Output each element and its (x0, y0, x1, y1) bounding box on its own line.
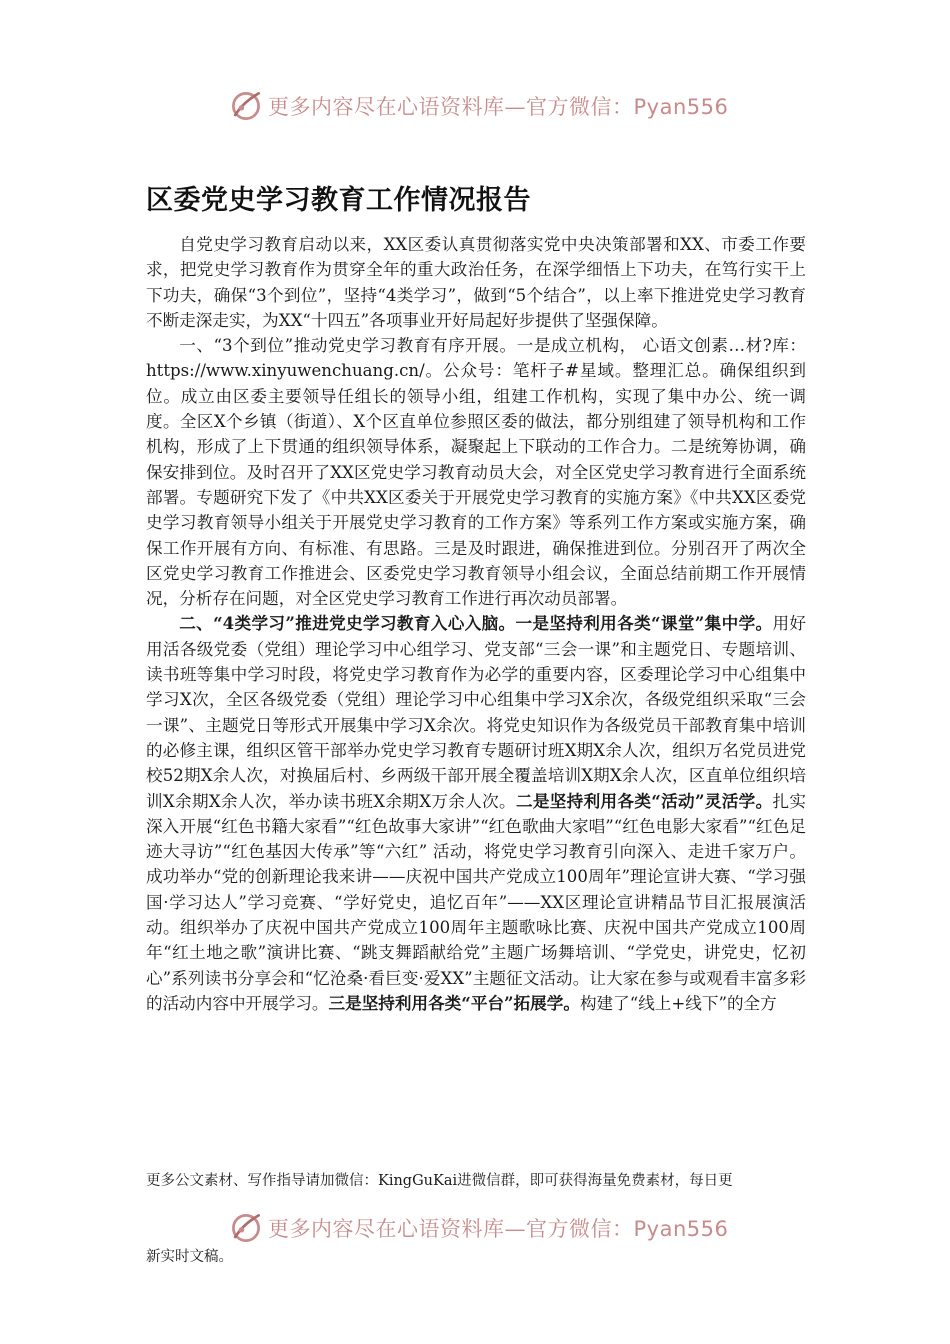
footer-note: 更多公文素材、写作指导请加微信：KingGuKai进微信群，即可获得海量免费素材，每日更 (146, 1173, 733, 1189)
brush-logo-icon (228, 88, 264, 124)
watermark-banner-bottom (228, 1208, 748, 1248)
watermark-slogan: 更多内容尽在心语资料库—官方微信： (268, 1217, 634, 1241)
text-run: 自党史学习教育启动以来，XX区委认真贯彻落实党中央决策部署和XX、市委工作要求，把党史学习教育作为贯穿全年的重大政治任务，在深学细悟上下功夫，在笃行实干上下功夫，确保“3个到位”，坚持“4类学习”，做到“5个结合”，以上率下推进党史学习教育不断走深走实，为XX“十四五”各项事业开好局起好步提供了坚强保障。 (146, 235, 806, 330)
bold-run: 三是坚持利用各类“平台”拓展学。 (328, 992, 580, 1013)
text-run: 用好用活各级党委（党组）理论学习中心组学习、党支部“三会一课”和主题党日、专题培训、读书班等集中学习时段，将党史学习教育作为必学的重要内容，区委理论学习中心组集中学习X次，全区各级党委（党组）理论学习中心组集中学习X余次，各级党组织采取“三会一课”、主题党日等形式开展集中学习X余次。将党史知识作为各级党员干部教育集中培训的必修主课，组织区管干部举办党史学习教育专题研讨班X期X余人次，组织万名党员进党校52期X余人次，对换届后村、乡两级干部开展全覆盖培训X期X余人次，区直单位组织培训X余期X余人次，举办读书班X余期X万余人次。 (146, 614, 806, 811)
text-run: 构建了“线上+线下”的全方 (579, 993, 777, 1013)
bold-run: 二是坚持利用各类“活动”灵活学。 (515, 790, 773, 811)
document-body (146, 232, 806, 1016)
footer-note-continued: 新实时文稿。 (146, 1249, 233, 1265)
watermark-banner (228, 86, 748, 126)
body-paragraph (146, 611, 806, 1016)
watermark-text (268, 1213, 728, 1243)
brush-logo-icon (228, 1210, 264, 1246)
body-paragraph (146, 232, 806, 333)
watermark-wechat-id: Pyan556 (633, 1217, 729, 1241)
watermark-slogan: 更多内容尽在心语资料库—官方微信： (268, 95, 634, 119)
body-paragraph (146, 333, 806, 611)
bold-run: 二、“4类学习”推进党史学习教育入心入脑。一是坚持利用各类“课堂”集中学。 (179, 613, 773, 634)
text-run: 一、“3个到位”推动党史学习教育有序开展。一是成立机构， 心语文创素…材?库：https://www.xinyuwenchuang.cn/。公众号：笔杆子#星域。整理汇总。确保组织到位。成立由区委主要领导任组长的领导小组，组建工作机构，实现了集中办公、统一调度。全区X个乡镇（街道）、X个区直单位参照区委的做法，都分别组建了领导机构和工作机构，形成了上下贯通的组织领导体系，凝聚起上下联动的工作合力。二是统筹协调，确保安排到位。及时召开了XX区党史学习教育动员大会，对全区党史学习教育进行全面系统部署。专题研究下发了《中共XX区委关于开展党史学习教育的实施方案》《中共XX区委党史学习教育领导小组关于开展党史学习教育的工作方案》等系列工作方案或实施方案，确保工作开展有方向、有标准、有思路。三是及时跟进，确保推进到位。分别召开了两次全区党史学习教育工作推进会、区委党史学习教育领导小组会议，全面总结前期工作开展情况，分析存在问题，对全区党史学习教育工作进行再次动员部署。 (146, 336, 806, 609)
watermark-text (268, 91, 728, 121)
text-run: 扎实深入开展“红色书籍大家看”“红色故事大家讲”“红色歌曲大家唱”“红色电影大家看”“红色足迹大寻访”“红色基因大传承”等“六红” 活动，将党史学习教育引向深入、走进千家万户。成功举办“党的创新理论我来讲——庆祝中国共产党成立100周年”理论宣讲大赛、“学习强国·学习达人”学习竞赛、“学好党史，追忆百年”——XX区理论宣讲精品节目汇报展演活动。组织举办了庆祝中国共产党成立100周年主题歌咏比赛、庆祝中国共产党成立100周年“红土地之歌”演讲比赛、“跳支舞蹈献给党”主题广场舞培训、“学党史，讲党史，忆初心”系列读书分享会和“忆沧桑·看巨变·爱XX”主题征文活动。让大家在参与或观看丰富多彩的活动内容中开展学习。 (146, 791, 806, 1013)
watermark-wechat-id: Pyan556 (633, 95, 729, 119)
document-title: 区委党史学习教育工作情况报告 (146, 185, 531, 216)
